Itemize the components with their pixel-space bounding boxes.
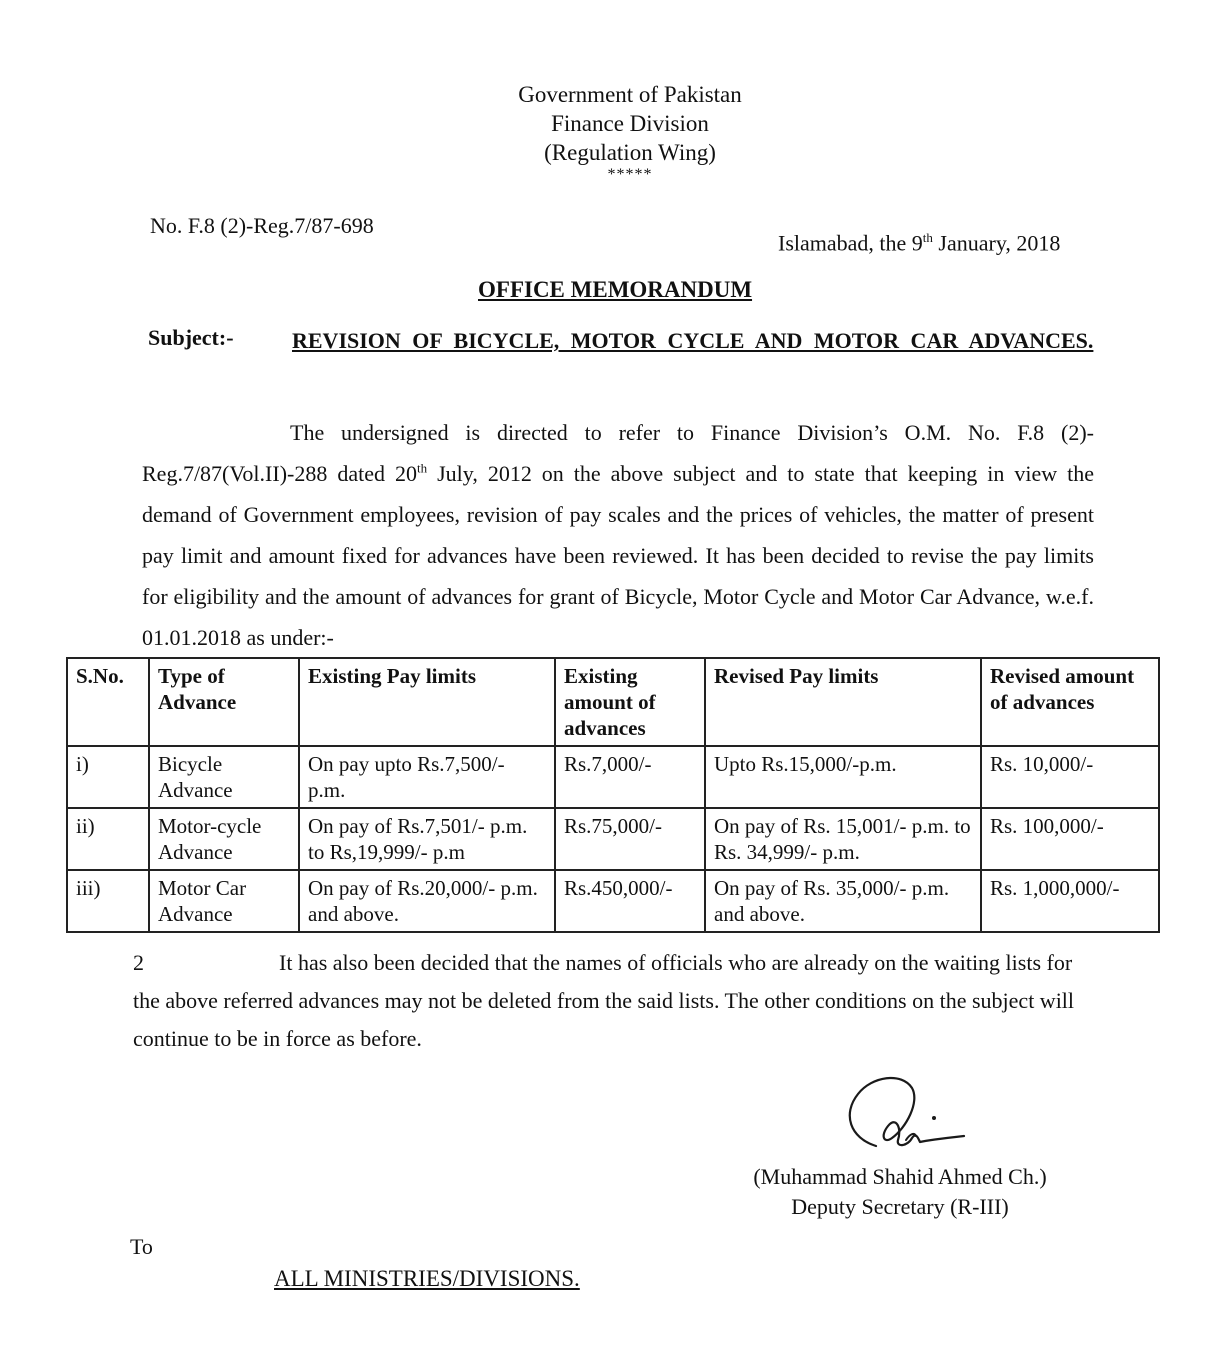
advances-table — [66, 657, 1160, 933]
cell-revised-pay: On pay of Rs. 35,000/- p.m. and above. — [705, 870, 981, 932]
header-revised-pay: Revised Pay limits — [705, 658, 981, 746]
cell-existing-amount: Rs.7,000/- — [555, 746, 705, 808]
cell-existing-pay: On pay of Rs.7,501/- p.m. to Rs,19,999/- p.m — [299, 808, 555, 870]
paragraph-2-number: 2 — [133, 950, 144, 975]
to-label: To — [130, 1234, 153, 1259]
signatory-name: (Muhammad Shahid Ahmed Ch.) — [753, 1164, 1047, 1189]
paragraph-1-ordinal: th — [416, 460, 428, 476]
date-suffix: January, 2018 — [932, 230, 1061, 256]
letterhead-wing: (Regulation Wing) — [544, 140, 716, 165]
header-existing-pay: Existing Pay limits — [299, 658, 555, 746]
subject-label: Subject:- — [148, 325, 234, 350]
subject-text: REVISION OF BICYCLE, MOTOR CYCLE AND MOTOR CAR ADVANCES. — [292, 328, 1094, 353]
addressee: ALL MINISTRIES/DIVISIONS. — [274, 1266, 580, 1291]
paragraph-1-part1: The undersigned is directed to refer to Finance Division’s O.M. No. F.8 (2)-Reg.7/87(Vol.II)-288 dated 20 — [142, 420, 1094, 486]
letterhead-stars: ***** — [607, 166, 653, 183]
header-type: Type of Advance — [149, 658, 299, 746]
paragraph-1-part2: July, 2012 on the above subject and to state that keeping in view the demand of Government employees, revision of pay scales and the prices of vehicles, the matter of present pay limit and amount fixed for advances have been reviewed. It has been decided to revise the pay limits for eligibility and the amount of advances for grant of Bicycle, Motor Cycle and Motor Car Advance, w.e.f. 01.01.2018 as under:- — [142, 461, 1094, 650]
cell-revised-amount: Rs. 1,000,000/- — [981, 870, 1159, 932]
cell-existing-amount: Rs.450,000/- — [555, 870, 705, 932]
handwritten-signature — [836, 1068, 976, 1160]
cell-revised-pay: Upto Rs.15,000/-p.m. — [705, 746, 981, 808]
cell-type: Bicycle Advance — [149, 746, 299, 808]
memo-title: OFFICE MEMORANDUM — [478, 277, 753, 302]
table-row — [67, 808, 1159, 870]
header-sno: S.No. — [67, 658, 149, 746]
paragraph-2-text: It has also been decided that the names of officials who are already on the waiting lists for the above referred advances may not be deleted from the said lists. The other conditions on the subject will continue to be in force as before. — [133, 950, 1075, 1051]
cell-revised-pay: On pay of Rs. 15,001/- p.m. to Rs. 34,999/- p.m. — [705, 808, 981, 870]
cell-type: Motor-cycle Advance — [149, 808, 299, 870]
paragraph-2 — [133, 944, 1085, 1058]
letterhead — [430, 80, 830, 183]
letterhead-government: Government of Pakistan — [518, 82, 742, 107]
header-revised-amount: Revised amount of advances — [981, 658, 1159, 746]
date-ordinal: th — [922, 230, 933, 245]
cell-revised-amount: Rs. 10,000/- — [981, 746, 1159, 808]
reference-number: No. F.8 (2)-Reg.7/87-698 — [150, 213, 374, 238]
cell-sno: iii) — [67, 870, 149, 932]
date-prefix: Islamabad, the 9 — [778, 230, 923, 256]
issue-date — [778, 230, 1060, 256]
header-existing-amount: Existing amount of advances — [555, 658, 705, 746]
cell-sno: i) — [67, 746, 149, 808]
cell-existing-amount: Rs.75,000/- — [555, 808, 705, 870]
letterhead-division: Finance Division — [551, 111, 709, 136]
table-header-row — [67, 658, 1159, 746]
cell-existing-pay: On pay upto Rs.7,500/- p.m. — [299, 746, 555, 808]
cell-type: Motor Car Advance — [149, 870, 299, 932]
cell-sno: ii) — [67, 808, 149, 870]
signatory-designation: Deputy Secretary (R-III) — [791, 1194, 1009, 1219]
table-row — [67, 870, 1159, 932]
table-row — [67, 746, 1159, 808]
paragraph-1 — [142, 412, 1094, 658]
cell-existing-pay: On pay of Rs.20,000/- p.m. and above. — [299, 870, 555, 932]
signatory-block — [735, 1162, 1065, 1222]
cell-revised-amount: Rs. 100,000/- — [981, 808, 1159, 870]
